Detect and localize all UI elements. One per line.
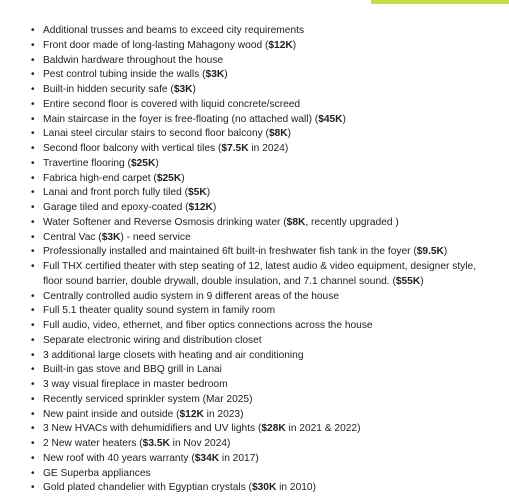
- feature-text: ): [155, 157, 159, 169]
- bullet-icon: •: [31, 452, 35, 464]
- feature-price: $3K: [173, 84, 193, 95]
- feature-text: ): [206, 187, 211, 199]
- bullet-icon: •: [31, 172, 35, 184]
- feature-text: Full THX certified theater with step seating of 12, latest audio & video equipment, designer style, floor sound barrier, double drywall, double insulation, and 7.1 channel sound. (: [43, 261, 477, 287]
- feature-item: [29, 290, 494, 305]
- feature-item: [29, 408, 494, 423]
- feature-text: Built-in gas stove and BBQ grill in Lanai: [43, 364, 222, 376]
- feature-list: [29, 24, 494, 496]
- bullet-icon: •: [31, 334, 35, 346]
- feature-price: $3K: [205, 69, 225, 81]
- feature-item: [29, 378, 494, 393]
- feature-price: $8K: [286, 216, 306, 228]
- feature-item: [29, 83, 494, 98]
- feature-item: [29, 334, 494, 349]
- feature-price: $28K: [261, 423, 286, 435]
- bullet-icon: •: [31, 113, 35, 125]
- feature-item: [29, 452, 494, 467]
- bullet-icon: •: [31, 84, 35, 95]
- feature-text: Main staircase in the foyer is free-floating (no attached wall) (: [43, 113, 319, 125]
- bullet-icon: •: [31, 364, 35, 376]
- feature-text: Built-in hidden security safe (: [43, 84, 174, 95]
- feature-item: [29, 68, 494, 83]
- feature-price: $12K: [188, 202, 213, 213]
- feature-item: [29, 54, 494, 69]
- bullet-icon: •: [31, 187, 35, 199]
- feature-text: ): [224, 69, 228, 81]
- feature-item: [29, 231, 494, 246]
- feature-price: $3K: [101, 231, 121, 243]
- feature-text: Full 5.1 theater quality sound system in family room: [43, 305, 276, 317]
- feature-text: 2 New water heaters (: [43, 438, 143, 449]
- feature-text: in Nov 2024): [169, 438, 231, 449]
- feature-text: Baldwin hardware throughout the house: [43, 54, 224, 66]
- feature-text: ): [181, 172, 185, 184]
- feature-item: [29, 172, 494, 187]
- feature-text: ) - need service: [120, 231, 191, 243]
- feature-item: [29, 142, 494, 157]
- feature-item: [29, 127, 494, 142]
- feature-text: Full audio, video, ethernet, and fiber optics connections across the house: [43, 320, 373, 331]
- bullet-icon: •: [31, 482, 35, 494]
- feature-text: 3 New HVACs with dehumidifiers and UV lights (: [43, 423, 262, 435]
- feature-text: Fabrica high-end carpet (: [43, 172, 157, 184]
- bullet-icon: •: [31, 98, 35, 110]
- feature-price: $7.5K: [221, 143, 249, 154]
- feature-price: $9.5K: [416, 246, 444, 258]
- bullet-icon: •: [31, 25, 35, 36]
- feature-item: [29, 24, 494, 39]
- feature-price: $3.5K: [142, 438, 170, 449]
- feature-price: $30K: [251, 482, 277, 494]
- bullet-icon: •: [31, 467, 35, 479]
- feature-item: [29, 422, 494, 437]
- feature-text: New roof with 40 years warranty (: [43, 452, 195, 464]
- feature-item: [29, 437, 494, 452]
- feature-text: in 2017): [219, 452, 259, 464]
- feature-item: [29, 260, 494, 290]
- feature-item: [29, 349, 494, 364]
- feature-price: $8K: [268, 128, 288, 140]
- feature-text: ): [443, 246, 448, 258]
- feature-text: Lanai and front porch fully tiled (: [43, 187, 188, 199]
- bullet-icon: •: [31, 202, 35, 213]
- feature-text: GE Superba appliances: [43, 467, 151, 479]
- accent-bar: [371, 0, 509, 4]
- feature-text: Recently serviced sprinkler system (Mar 2025): [43, 393, 253, 405]
- feature-text: Centrally controlled audio system in 9 different areas of the house: [43, 290, 339, 302]
- feature-text: Garage tiled and epoxy-coated (: [43, 202, 189, 213]
- feature-text: in 2021 & 2022): [285, 423, 361, 435]
- feature-item: [29, 481, 494, 496]
- feature-item: [29, 304, 494, 319]
- feature-item: [29, 157, 494, 172]
- feature-text: Gold plated chandelier with Egyptian crystals (: [43, 482, 252, 494]
- feature-text: Second floor balcony with vertical tiles (: [43, 143, 222, 154]
- feature-text: Front door made of long-lasting Mahagony wood (: [43, 39, 269, 51]
- feature-text: in 2010): [276, 482, 316, 494]
- feature-item: [29, 216, 494, 231]
- feature-item: [29, 201, 494, 216]
- feature-item: [29, 39, 494, 54]
- bullet-icon: •: [31, 393, 35, 405]
- feature-item: [29, 98, 494, 113]
- bullet-icon: •: [31, 246, 35, 258]
- feature-text: ): [342, 113, 346, 125]
- feature-text: Pest control tubing inside the walls (: [43, 69, 206, 81]
- feature-text: Travertine flooring (: [43, 157, 131, 169]
- feature-item: [29, 319, 494, 334]
- bullet-icon: •: [31, 143, 35, 154]
- bullet-icon: •: [31, 305, 35, 317]
- bullet-icon: •: [31, 54, 35, 66]
- feature-text: Additional trusses and beams to exceed city requirements: [43, 25, 305, 36]
- feature-text: 3 way visual fireplace in master bedroom: [43, 379, 228, 390]
- feature-text: 3 additional large closets with heating and air conditioning: [43, 349, 304, 361]
- feature-text: Central Vac (: [43, 231, 102, 243]
- bullet-icon: •: [31, 349, 35, 361]
- bullet-icon: •: [31, 320, 35, 331]
- feature-text: in 2024): [248, 143, 289, 154]
- feature-text: ): [192, 84, 196, 95]
- feature-text: Lanai steel circular stairs to second floor balcony (: [43, 128, 269, 140]
- feature-text: Professionally installed and maintained 6ft built-in freshwater fish tank in the foyer (: [43, 246, 417, 258]
- bullet-icon: •: [31, 69, 35, 81]
- feature-text: in 2023): [203, 408, 244, 420]
- feature-price: $12K: [268, 39, 293, 51]
- feature-item: [29, 363, 494, 378]
- feature-text: Water Softener and Reverse Osmosis drinking water (: [43, 216, 287, 228]
- bullet-icon: •: [31, 157, 35, 169]
- bullet-icon: •: [31, 216, 35, 228]
- bullet-icon: •: [31, 290, 35, 302]
- bullet-icon: •: [31, 231, 35, 243]
- feature-text: ): [420, 275, 424, 287]
- feature-text: ): [212, 202, 217, 213]
- feature-text: Entire second floor is covered with liquid concrete/screed: [43, 98, 301, 110]
- feature-text: , recently upgraded ): [305, 216, 399, 228]
- feature-item: [29, 113, 494, 128]
- feature-price: $45K: [318, 113, 343, 125]
- feature-price: $25K: [156, 172, 182, 184]
- feature-text: ): [292, 39, 297, 51]
- feature-text: Separate electronic wiring and distribution closet: [43, 334, 262, 346]
- bullet-icon: •: [31, 39, 35, 51]
- feature-item: [29, 393, 494, 408]
- feature-item: [29, 245, 494, 260]
- bullet-icon: •: [31, 261, 35, 272]
- feature-price: $5K: [187, 187, 207, 199]
- bullet-icon: •: [31, 379, 35, 390]
- bullet-icon: •: [31, 438, 35, 449]
- feature-price: $12K: [179, 408, 204, 420]
- feature-text: New paint inside and outside (: [43, 408, 180, 420]
- feature-text: ): [287, 128, 292, 140]
- feature-price: $25K: [130, 157, 156, 169]
- feature-price: $34K: [194, 452, 220, 464]
- feature-price: $55K: [395, 275, 421, 287]
- bullet-icon: •: [31, 423, 35, 435]
- bullet-icon: •: [31, 128, 35, 140]
- feature-item: [29, 186, 494, 201]
- bullet-icon: •: [31, 408, 35, 420]
- feature-item: [29, 467, 494, 482]
